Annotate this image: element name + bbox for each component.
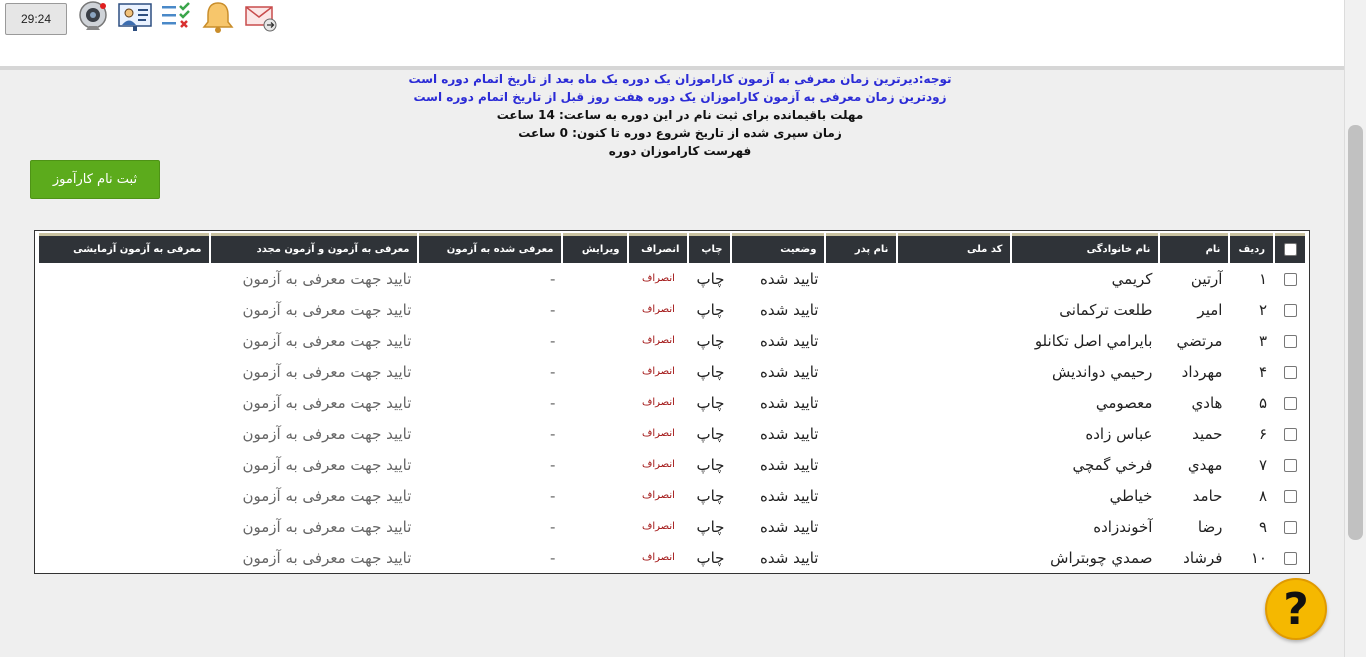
retest-approval[interactable]: تایید جهت معرفی به آزمون — [242, 455, 412, 474]
mail-forward-icon[interactable] — [243, 0, 279, 36]
first-name: آرتین — [1190, 269, 1223, 288]
edit-cell — [563, 449, 627, 480]
cancel-link[interactable]: انصراف — [641, 397, 675, 408]
last-name: رحيمي دوانديش — [1052, 362, 1153, 381]
referred-value: - — [550, 548, 556, 567]
father-name — [826, 294, 896, 325]
referred-value: - — [550, 393, 556, 412]
row-checkbox-cell[interactable] — [1275, 325, 1305, 356]
edit-cell — [563, 542, 627, 573]
col-first-name: نام — [1160, 233, 1228, 263]
print-link[interactable]: چاپ — [696, 362, 725, 381]
father-name — [826, 325, 896, 356]
print-link[interactable]: چاپ — [696, 424, 725, 443]
referred-value: - — [550, 424, 556, 443]
table-row — [39, 294, 1305, 325]
trial-cell — [39, 325, 209, 356]
table-row — [39, 418, 1305, 449]
cancel-link[interactable]: انصراف — [641, 335, 675, 346]
print-link[interactable]: چاپ — [696, 300, 725, 319]
last-name: خياطي — [1109, 486, 1153, 505]
first-name: مهدي — [1187, 455, 1223, 474]
row-checkbox[interactable] — [1284, 552, 1297, 565]
print-link[interactable]: چاپ — [696, 269, 725, 288]
trial-cell — [39, 449, 209, 480]
national-code — [898, 263, 1010, 294]
help-button[interactable]: ? — [1265, 578, 1327, 640]
col-row: ردیف — [1230, 233, 1273, 263]
trial-cell — [39, 294, 209, 325]
last-name: کریمي — [1111, 269, 1153, 288]
col-last-name: نام خانوادگی — [1012, 233, 1158, 263]
referred-value: - — [550, 517, 556, 536]
edit-cell — [563, 480, 627, 511]
print-link[interactable]: چاپ — [696, 548, 725, 567]
retest-approval[interactable]: تایید جهت معرفی به آزمون — [242, 517, 412, 536]
row-checkbox[interactable] — [1284, 459, 1297, 472]
course-notes — [300, 70, 1060, 160]
scrollbar-thumb[interactable] — [1348, 125, 1363, 540]
print-link[interactable]: چاپ — [696, 455, 725, 474]
row-checkbox-cell[interactable] — [1275, 480, 1305, 511]
status: تایید شده — [760, 269, 819, 288]
first-name: فرشاد — [1183, 548, 1223, 567]
list-title: فهرست کاراموزان دوره — [608, 144, 752, 158]
cancel-link[interactable]: انصراف — [641, 521, 675, 532]
checklist-icon[interactable] — [159, 0, 195, 36]
trial-cell — [39, 511, 209, 542]
col-father-name: نام پدر — [826, 233, 896, 263]
table-header-row — [39, 233, 1305, 263]
cancel-link[interactable]: انصراف — [641, 459, 675, 470]
table-row — [39, 356, 1305, 387]
referred-value: - — [550, 331, 556, 350]
status: تایید شده — [760, 517, 819, 536]
row-number: ۱ — [1258, 269, 1267, 288]
row-checkbox[interactable] — [1284, 490, 1297, 503]
select-all-header[interactable] — [1275, 233, 1305, 263]
edit-cell — [563, 294, 627, 325]
top-toolbar — [0, 0, 1345, 70]
father-name — [826, 511, 896, 542]
session-timer: 29:24 — [5, 3, 67, 35]
row-checkbox[interactable] — [1284, 428, 1297, 441]
col-retest: معرفی به آزمون و آزمون مجدد — [211, 233, 417, 263]
remaining-time-note: مهلت باقیمانده برای ثبت نام در این دوره به ساعت: 14 ساعت — [496, 108, 864, 122]
table-row — [39, 480, 1305, 511]
edit-cell — [563, 511, 627, 542]
last-name: آخوندزاده — [1093, 517, 1153, 536]
col-print: چاپ — [689, 233, 730, 263]
latest-referral-note: توجه:دیرترین زمان معرفی به آزمون کاراموزان یک دوره یک ماه بعد از تاریخ اتمام دوره است — [408, 72, 952, 86]
retest-approval[interactable]: تایید جهت معرفی به آزمون — [242, 362, 412, 381]
row-number: ۸ — [1258, 486, 1267, 505]
col-trial: معرفی به آزمون آزمایشی — [39, 233, 209, 263]
row-checkbox-cell[interactable] — [1275, 449, 1305, 480]
row-checkbox-cell[interactable] — [1275, 263, 1305, 294]
edit-cell — [563, 387, 627, 418]
row-number: ۵ — [1258, 393, 1267, 412]
referred-value: - — [550, 269, 556, 288]
first-name: مهرداد — [1181, 362, 1223, 381]
row-checkbox-cell[interactable] — [1275, 542, 1305, 573]
row-checkbox[interactable] — [1284, 273, 1297, 286]
first-name: هادي — [1191, 393, 1223, 412]
trial-cell — [39, 542, 209, 573]
print-link[interactable]: چاپ — [696, 486, 725, 505]
print-link[interactable]: چاپ — [696, 331, 725, 350]
elapsed-time-note: زمان سپری شده از تاریخ شروع دوره تا کنون: 0 ساعت — [518, 126, 842, 140]
first-name: مرتضي — [1176, 331, 1223, 350]
retest-approval[interactable]: تایید جهت معرفی به آزمون — [242, 269, 412, 288]
row-number: ۳ — [1258, 331, 1267, 350]
father-name — [826, 449, 896, 480]
first-name: حامد — [1192, 486, 1223, 505]
table-row — [39, 325, 1305, 356]
cancel-link[interactable]: انصراف — [641, 273, 675, 284]
status: تایید شده — [760, 393, 819, 412]
trial-cell — [39, 356, 209, 387]
row-checkbox[interactable] — [1284, 304, 1297, 317]
trial-cell — [39, 387, 209, 418]
trial-cell — [39, 418, 209, 449]
page-scrollbar[interactable] — [1344, 0, 1366, 657]
retest-approval[interactable]: تایید جهت معرفی به آزمون — [242, 486, 412, 505]
bell-icon[interactable] — [200, 0, 236, 36]
trial-cell — [39, 480, 209, 511]
table-row — [39, 449, 1305, 480]
referred-value: - — [550, 486, 556, 505]
father-name — [826, 356, 896, 387]
row-checkbox-cell[interactable] — [1275, 356, 1305, 387]
father-name — [826, 387, 896, 418]
national-code — [898, 418, 1010, 449]
national-code — [898, 325, 1010, 356]
status: تایید شده — [760, 424, 819, 443]
edit-cell — [563, 263, 627, 294]
first-name: امیر — [1197, 300, 1223, 319]
last-name: عباس زاده — [1085, 424, 1153, 443]
webcam-icon[interactable] — [76, 0, 112, 36]
father-name — [826, 418, 896, 449]
row-checkbox[interactable] — [1284, 335, 1297, 348]
table-row — [39, 387, 1305, 418]
status: تایید شده — [760, 486, 819, 505]
national-code — [898, 294, 1010, 325]
first-name: رضا — [1197, 517, 1223, 536]
national-code — [898, 449, 1010, 480]
col-cancel: انصراف — [629, 233, 687, 263]
status: تایید شده — [760, 548, 819, 567]
retest-approval[interactable]: تایید جهت معرفی به آزمون — [242, 393, 412, 412]
row-checkbox-cell[interactable] — [1275, 511, 1305, 542]
col-status: وضعیت — [732, 233, 824, 263]
row-checkbox-cell[interactable] — [1275, 418, 1305, 449]
print-link[interactable]: چاپ — [696, 517, 725, 536]
print-link[interactable]: چاپ — [696, 393, 725, 412]
trial-cell — [39, 263, 209, 294]
cancel-link[interactable]: انصراف — [641, 552, 675, 563]
first-name: حمید — [1192, 424, 1223, 443]
trainees-table — [37, 233, 1307, 573]
col-referred: معرفی شده به آزمون — [419, 233, 561, 263]
last-name: طلعت ترکمانی — [1059, 300, 1153, 319]
row-number: ۲ — [1258, 300, 1267, 319]
row-number: ۹ — [1258, 517, 1267, 536]
edit-cell — [563, 356, 627, 387]
status: تایید شده — [760, 362, 819, 381]
col-edit: ویرایش — [563, 233, 627, 263]
last-name: معصومي — [1095, 393, 1153, 412]
edit-cell — [563, 418, 627, 449]
row-checkbox[interactable] — [1284, 397, 1297, 410]
referred-value: - — [550, 300, 556, 319]
national-code — [898, 387, 1010, 418]
last-name: فرخي گمچي — [1072, 455, 1153, 474]
retest-approval[interactable]: تایید جهت معرفی به آزمون — [242, 331, 412, 350]
national-code — [898, 356, 1010, 387]
row-number: ۴ — [1258, 362, 1267, 381]
last-name: بايرامي اصل تكانلو — [1034, 331, 1153, 350]
retest-approval[interactable]: تایید جهت معرفی به آزمون — [242, 424, 412, 443]
edit-cell — [563, 325, 627, 356]
cancel-link[interactable]: انصراف — [641, 490, 675, 501]
table-row — [39, 263, 1305, 294]
row-checkbox[interactable] — [1284, 366, 1297, 379]
table-row — [39, 511, 1305, 542]
row-number: ۶ — [1258, 424, 1267, 443]
father-name — [826, 480, 896, 511]
row-checkbox[interactable] — [1284, 521, 1297, 534]
row-number: ۱۰ — [1250, 548, 1267, 567]
presentation-user-icon[interactable] — [117, 0, 153, 36]
retest-approval[interactable]: تایید جهت معرفی به آزمون — [242, 300, 412, 319]
national-code — [898, 511, 1010, 542]
row-checkbox-cell[interactable] — [1275, 387, 1305, 418]
col-national-code: کد ملی — [898, 233, 1010, 263]
cancel-link[interactable]: انصراف — [641, 366, 675, 377]
last-name: صمدي چوبتراش — [1050, 548, 1153, 567]
national-code — [898, 542, 1010, 573]
status: تایید شده — [760, 300, 819, 319]
register-trainee-button[interactable]: ثبت نام کارآموز — [30, 160, 160, 199]
status: تایید شده — [760, 455, 819, 474]
cancel-link[interactable]: انصراف — [641, 428, 675, 439]
father-name — [826, 263, 896, 294]
father-name — [826, 542, 896, 573]
earliest-referral-note: زودترین زمان معرفی به آزمون کاراموزان یک دوره هفت روز قبل از تاریخ اتمام دوره است — [413, 90, 947, 104]
select-all-checkbox[interactable] — [1284, 243, 1297, 256]
trainees-table-container — [34, 230, 1310, 574]
referred-value: - — [550, 362, 556, 381]
cancel-link[interactable]: انصراف — [641, 304, 675, 315]
row-checkbox-cell[interactable] — [1275, 294, 1305, 325]
status: تایید شده — [760, 331, 819, 350]
row-number: ۷ — [1258, 455, 1267, 474]
national-code — [898, 480, 1010, 511]
table-row — [39, 542, 1305, 573]
retest-approval[interactable]: تایید جهت معرفی به آزمون — [242, 548, 412, 567]
referred-value: - — [550, 455, 556, 474]
